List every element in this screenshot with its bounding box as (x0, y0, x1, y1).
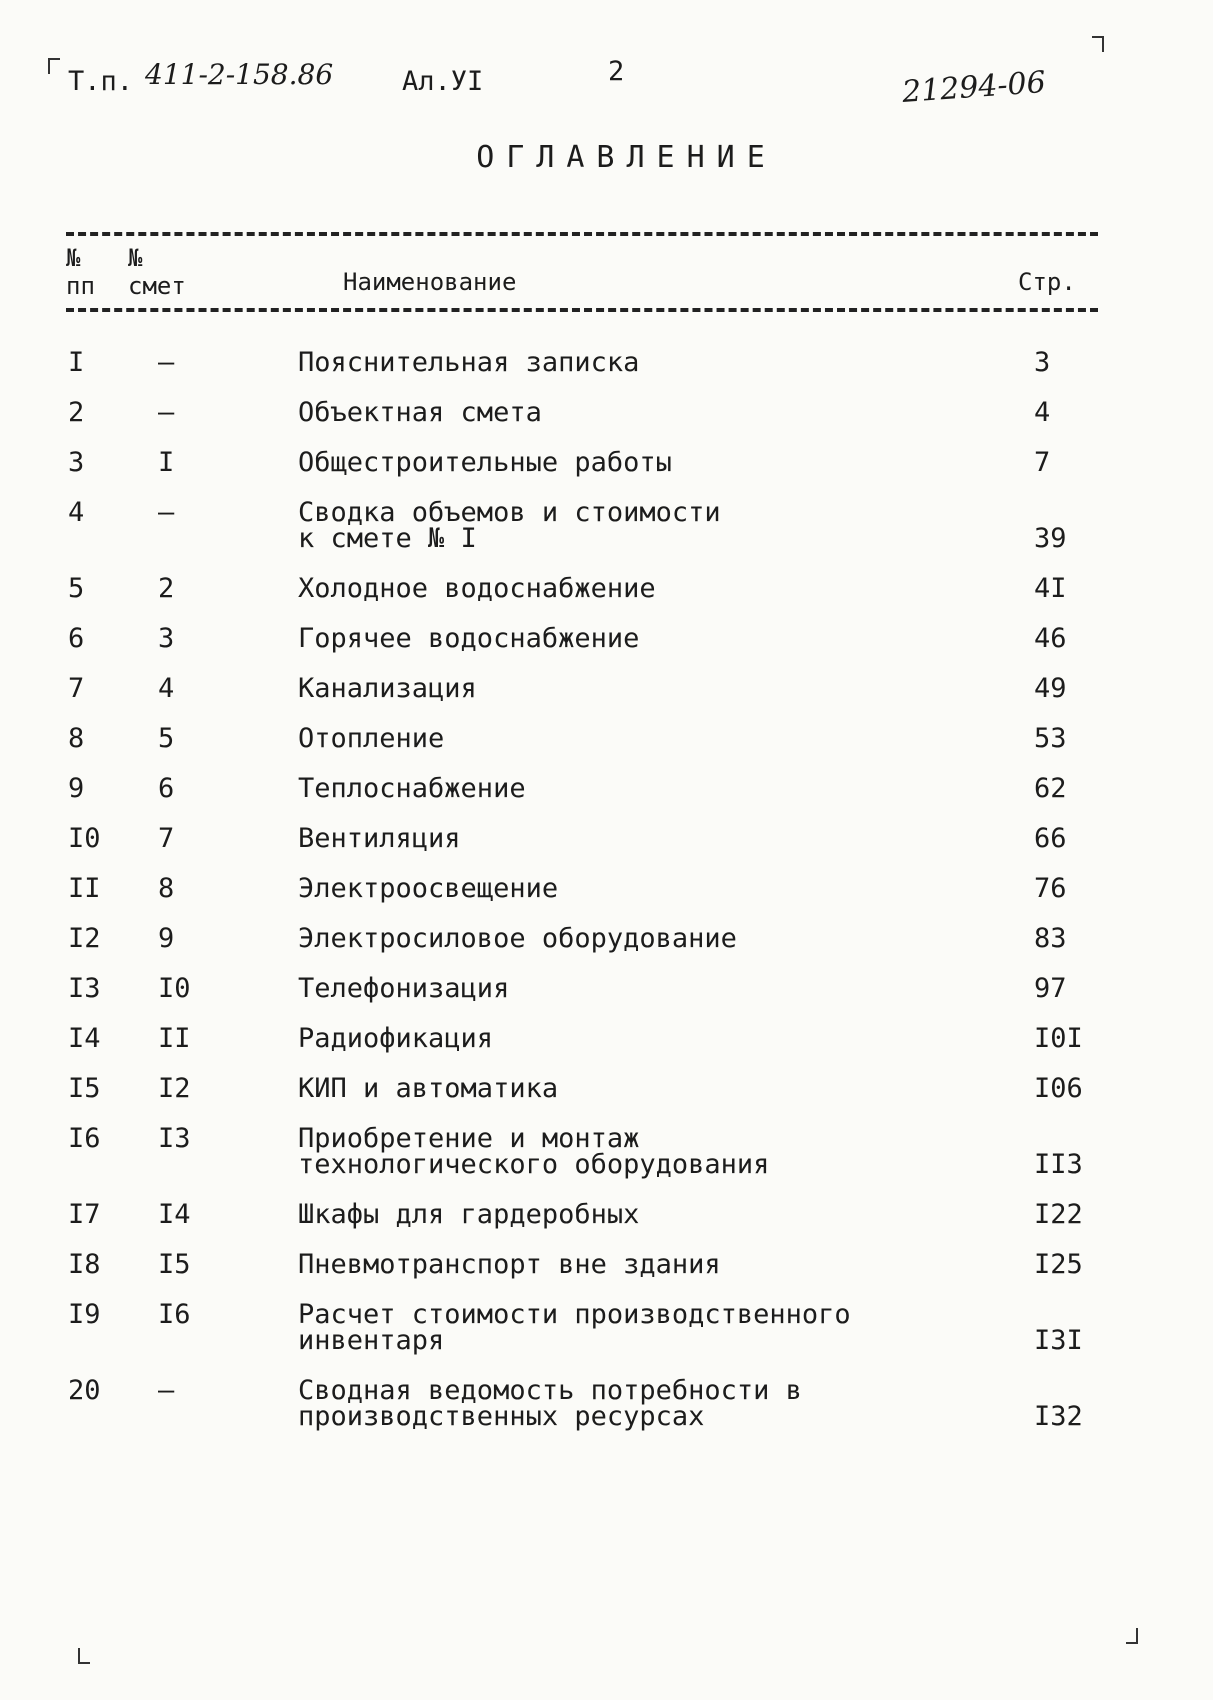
row-name-line2: производственных ресурсах (298, 1401, 705, 1432)
row-page: II3 (1034, 1149, 1083, 1180)
toc-row (0, 873, 1213, 904)
tp-label: Т.п. (68, 66, 134, 97)
row-page: I3I (1034, 1325, 1083, 1356)
row-estimate-number: – (158, 347, 175, 378)
row-name (298, 1299, 938, 1356)
row-number: 2 (68, 397, 85, 428)
row-page: 46 (1034, 623, 1067, 654)
row-name-line2: технологического оборудования (298, 1149, 770, 1180)
column-header-estimate (128, 244, 186, 300)
row-number: 20 (68, 1375, 101, 1406)
corner-mark-top-right (1092, 36, 1104, 52)
column-header-number-line1: № (66, 244, 81, 272)
row-name (298, 1073, 938, 1104)
row-name-line1: Горячее водоснабжение (298, 623, 640, 654)
row-name-line1: Теплоснабжение (298, 773, 526, 804)
toc-row (0, 497, 1213, 554)
row-name-line1: Канализация (298, 673, 477, 704)
row-page: 97 (1034, 973, 1067, 1004)
toc-list (0, 347, 1213, 1454)
row-number: 5 (68, 573, 85, 604)
row-name-line1: Шкафы для гардеробных (298, 1199, 640, 1230)
row-estimate-number: – (158, 397, 175, 428)
row-page: I22 (1034, 1199, 1083, 1230)
row-estimate-number: 5 (158, 723, 175, 754)
row-name (298, 823, 938, 854)
album-label: Ал.УI (402, 66, 484, 97)
row-name-line2: инвентаря (298, 1325, 445, 1356)
row-name (298, 923, 938, 954)
row-name-line1: Электроосвещение (298, 873, 559, 904)
row-estimate-number: 2 (158, 573, 175, 604)
row-name (298, 1023, 938, 1054)
row-name (298, 623, 938, 654)
row-number: 7 (68, 673, 85, 704)
row-estimate-number: I (158, 447, 175, 478)
column-header-number-line2: пп (66, 272, 95, 300)
row-number: 3 (68, 447, 85, 478)
row-page: 7 (1034, 447, 1051, 478)
toc-row (0, 573, 1213, 604)
row-number: I4 (68, 1023, 101, 1054)
toc-row (0, 1375, 1213, 1432)
header-rule-bottom (66, 308, 1098, 312)
row-estimate-number: I4 (158, 1199, 191, 1230)
toc-row (0, 347, 1213, 378)
row-page: I06 (1034, 1073, 1083, 1104)
row-number: II (68, 873, 101, 904)
row-page: 83 (1034, 923, 1067, 954)
row-name (298, 497, 938, 554)
toc-row (0, 1299, 1213, 1356)
row-estimate-number: 6 (158, 773, 175, 804)
row-name-line1: Общестроительные работы (298, 447, 672, 478)
row-name-line1: Вентиляция (298, 823, 461, 854)
row-name-line1: Пояснительная записка (298, 347, 640, 378)
row-number: I7 (68, 1199, 101, 1230)
column-header-estimate-line2: смет (128, 272, 186, 300)
toc-row (0, 1123, 1213, 1180)
row-number: I2 (68, 923, 101, 954)
row-page: 49 (1034, 673, 1067, 704)
row-page: I25 (1034, 1249, 1083, 1280)
row-name (298, 573, 938, 604)
row-number: I3 (68, 973, 101, 1004)
header-rule-top (66, 232, 1098, 236)
row-number: I6 (68, 1123, 101, 1154)
row-name-line1: Телефонизация (298, 973, 510, 1004)
row-name-line1: Объектная смета (298, 397, 542, 428)
row-page: 53 (1034, 723, 1067, 754)
row-page: 39 (1034, 523, 1067, 554)
row-name (298, 1199, 938, 1230)
row-estimate-number: II (158, 1023, 191, 1054)
row-estimate-number: 4 (158, 673, 175, 704)
row-number: 6 (68, 623, 85, 654)
page-title: ОГЛАВЛЕНИЕ (476, 140, 777, 175)
row-number: I0 (68, 823, 101, 854)
row-name (298, 873, 938, 904)
row-estimate-number: – (158, 497, 175, 528)
row-estimate-number: I5 (158, 1249, 191, 1280)
row-name-line1: Расчет стоимости производственного (298, 1299, 851, 1330)
row-number: I8 (68, 1249, 101, 1280)
row-number: 9 (68, 773, 85, 804)
tp-number: 411-2-158.86 (145, 58, 334, 91)
toc-row (0, 397, 1213, 428)
row-estimate-number: – (158, 1375, 175, 1406)
archive-number: 21294-06 (900, 65, 1047, 110)
row-name-line1: Радиофикация (298, 1023, 494, 1054)
row-page: 4I (1034, 573, 1067, 604)
toc-row (0, 823, 1213, 854)
row-estimate-number: I6 (158, 1299, 191, 1330)
row-page: 3 (1034, 347, 1051, 378)
toc-row (0, 773, 1213, 804)
row-page: I32 (1034, 1401, 1083, 1432)
page-number: 2 (608, 56, 625, 87)
row-name-line1: Электросиловое оборудование (298, 923, 737, 954)
row-number: I9 (68, 1299, 101, 1330)
corner-mark-bottom-left (78, 1648, 90, 1664)
corner-mark-top-left (48, 58, 60, 74)
row-number: 4 (68, 497, 85, 528)
row-name (298, 723, 938, 754)
toc-row (0, 1023, 1213, 1054)
row-number: 8 (68, 723, 85, 754)
row-name-line1: Приобретение и монтаж (298, 1123, 640, 1154)
row-name-line1: Холодное водоснабжение (298, 573, 656, 604)
row-estimate-number: 9 (158, 923, 175, 954)
toc-row (0, 1249, 1213, 1280)
column-header-estimate-line1: № (128, 244, 143, 272)
row-name-line1: Пневмотранспорт вне здания (298, 1249, 721, 1280)
row-page: 66 (1034, 823, 1067, 854)
row-name-line1: Отопление (298, 723, 445, 754)
row-estimate-number: I3 (158, 1123, 191, 1154)
row-name (298, 347, 938, 378)
row-name (298, 397, 938, 428)
toc-row (0, 673, 1213, 704)
row-name (298, 1123, 938, 1180)
row-name-line1: Сводка объемов и стоимости (298, 497, 721, 528)
column-header-number (66, 244, 95, 300)
row-name-line2: к смете № I (298, 523, 477, 554)
row-number: I (68, 347, 85, 378)
toc-row (0, 973, 1213, 1004)
row-name-line1: Сводная ведомость потребности в (298, 1375, 802, 1406)
row-page: 76 (1034, 873, 1067, 904)
row-estimate-number: I2 (158, 1073, 191, 1104)
row-name (298, 673, 938, 704)
row-name (298, 447, 938, 478)
row-name (298, 1375, 938, 1432)
row-name (298, 973, 938, 1004)
toc-row (0, 1073, 1213, 1104)
toc-row (0, 1199, 1213, 1230)
row-page: I0I (1034, 1023, 1083, 1054)
corner-mark-bottom-right (1126, 1628, 1138, 1644)
row-estimate-number: 7 (158, 823, 175, 854)
column-header-name: Наименование (343, 268, 517, 296)
row-estimate-number: 3 (158, 623, 175, 654)
row-estimate-number: I0 (158, 973, 191, 1004)
row-page: 62 (1034, 773, 1067, 804)
toc-row (0, 447, 1213, 478)
toc-row (0, 623, 1213, 654)
row-page: 4 (1034, 397, 1051, 428)
row-number: I5 (68, 1073, 101, 1104)
column-header-page: Стр. (1018, 268, 1076, 296)
toc-row (0, 723, 1213, 754)
toc-row (0, 923, 1213, 954)
row-name-line1: КИП и автоматика (298, 1073, 559, 1104)
row-estimate-number: 8 (158, 873, 175, 904)
row-name (298, 1249, 938, 1280)
row-name (298, 773, 938, 804)
